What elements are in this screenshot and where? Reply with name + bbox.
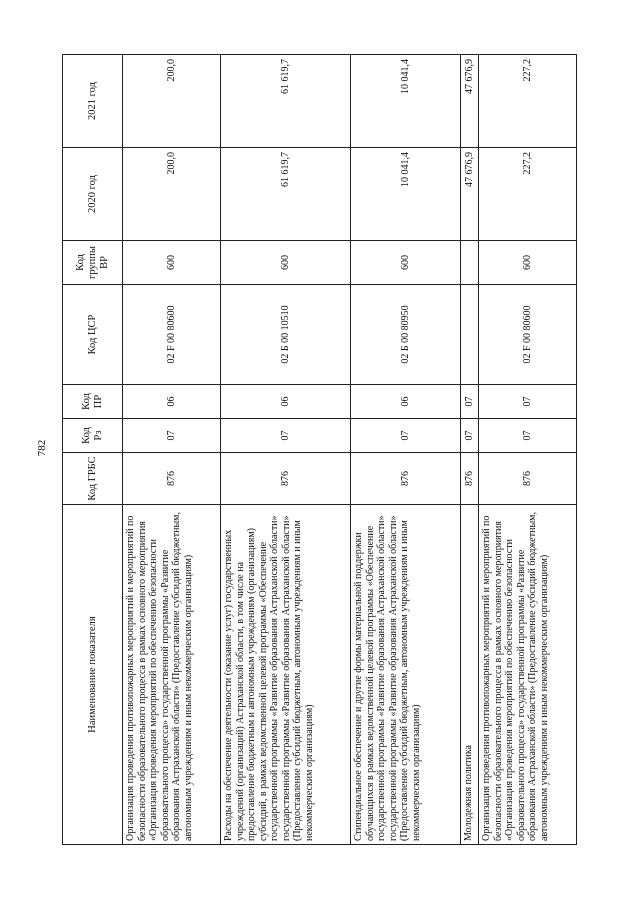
row-grbs: 876 [351,453,461,505]
table-header-row [63,55,123,845]
row-name: Молодежная политика [461,505,479,845]
row-2020: 47 676,9 [461,148,479,241]
row-grbs: 876 [479,453,577,505]
row-name: Расходы на обеспечение деятельности (оказание услуг) государственных учреждений (организаций) Астраханской области, в том числе на предоставление бюджетным и автономным учреждениям (организациям) субсидий, в рамках ведомственной целевой программы «Обеспечение государственной программы «Развитие образования Астраханской области» государственной программы «Развитие образования Астраханской области» (Предоставление субсидий бюджетным, автономным учреждениям и иным некоммерческим организациям) [221,505,351,845]
rotated-table-container [62,55,567,845]
header-rz: Код Рз [63,419,123,453]
row-rz: 07 [351,419,461,453]
row-pr: 06 [221,385,351,419]
header-2021: 2021 год [63,55,123,148]
header-grbs: Код ГРБС [63,453,123,505]
table-row [351,55,461,845]
header-name: Наименование показателя [63,505,123,845]
row-vr: 600 [123,241,221,285]
row-2021: 61 619,7 [221,55,351,148]
table-row [123,55,221,845]
row-rz: 07 [123,419,221,453]
row-2020: 10 041,4 [351,148,461,241]
header-vr: Код группы ВР [63,241,123,285]
table-row [221,55,351,845]
header-csr: Код ЦСР [63,285,123,385]
row-grbs: 876 [221,453,351,505]
row-rz: 07 [221,419,351,453]
row-pr: 06 [351,385,461,419]
row-2020: 227,2 [479,148,577,241]
row-grbs: 876 [123,453,221,505]
row-2021: 47 676,9 [461,55,479,148]
row-csr: 02 F 00 80600 [479,285,577,385]
row-rz: 07 [461,419,479,453]
row-csr: 02 F 00 80600 [123,285,221,385]
row-csr: 02 Б 00 10510 [221,285,351,385]
row-vr: 600 [221,241,351,285]
row-2021: 200,0 [123,55,221,148]
budget-table [62,54,577,845]
table-row [461,55,479,845]
row-pr: 07 [479,385,577,419]
row-2021: 10 041,4 [351,55,461,148]
row-pr: 07 [461,385,479,419]
header-2020: 2020 год [63,148,123,241]
table-row [479,55,577,845]
row-2021: 227,2 [479,55,577,148]
row-pr: 06 [123,385,221,419]
row-name: Организация проведения противопожарных мероприятий и мероприятий по безопасности образовательного процесса в рамках основного мероприятия «Организация проведения мероприятий по обеспечению безопасности образовательного процесса» государственной программы «Развитие образования Астраханской области» (Предоставление субсидий бюджетным, автономным учреждениям и иным некоммерческим организациям) [123,505,221,845]
row-vr: 600 [351,241,461,285]
row-vr: 600 [479,241,577,285]
page-number: 782 [36,439,48,457]
row-rz: 07 [479,419,577,453]
row-2020: 200,0 [123,148,221,241]
row-csr [461,285,479,385]
row-name: Организация проведения противопожарных мероприятий и мероприятий по безопасности образовательного процесса в рамках основного мероприятия «Организация проведения мероприятий по обеспечению безопасности образовательного процесса» государственной программы «Развитие образования Астраханской области» (Предоставление субсидий бюджетным, автономным учреждениям и иным некоммерческим организациям) [479,505,577,845]
row-grbs: 876 [461,453,479,505]
row-csr: 02 Б 00 80950 [351,285,461,385]
row-name: Стипендиальное обеспечение и другие формы материальной поддержки обучающихся в рамках ведомственной целевой программы «Обеспечение государственной программы «Развитие образования Астраханской области» государственной программы «Развитие образования Астраханской области» (Предоставление субсидий бюджетным, автономным учреждениям и иным некоммерческим организациям) [351,505,461,845]
row-vr [461,241,479,285]
row-2020: 61 619,7 [221,148,351,241]
header-pr: Код ПР [63,385,123,419]
